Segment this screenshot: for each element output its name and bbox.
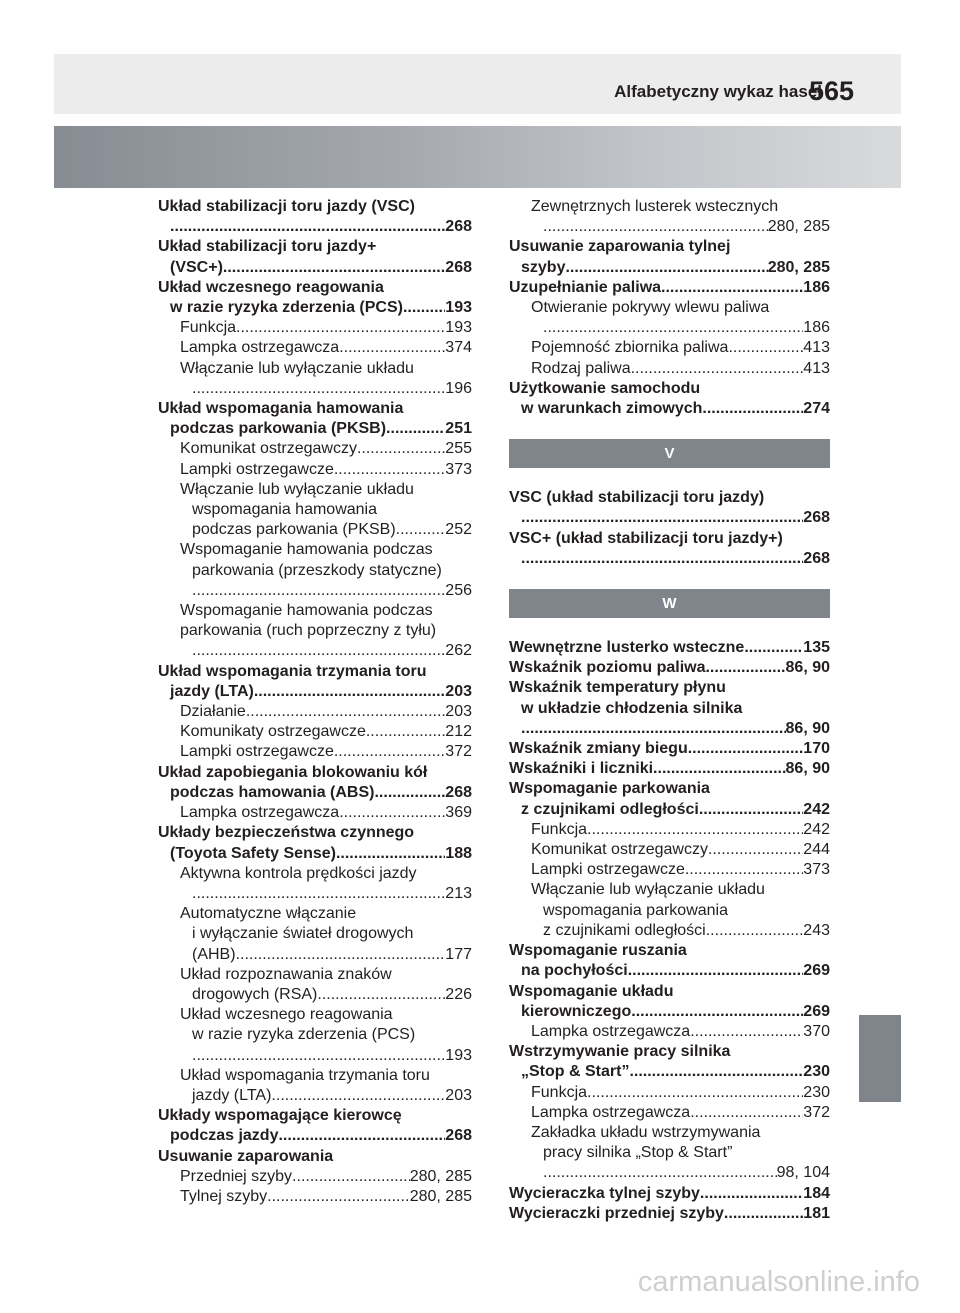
index-entry	[509, 719, 830, 739]
page-reference: 86, 90	[785, 719, 830, 737]
index-subentry	[158, 641, 472, 661]
page-reference: 98, 104	[776, 1164, 830, 1182]
page-reference: 184	[803, 1184, 830, 1202]
index-entry: Wskaźnik temperatury płynu	[509, 679, 726, 697]
index-subentry	[158, 702, 472, 722]
page-reference: 203	[445, 703, 472, 721]
index-subentry: Włączanie lub wyłączanie układu	[180, 480, 414, 498]
index-entry: w układzie chłodzenia silnika	[521, 699, 743, 717]
page-reference: 274	[803, 400, 830, 418]
page-reference: 373	[803, 861, 830, 879]
index-subentry	[158, 439, 472, 459]
index-subentry: Otwieranie pokrywy wlewu paliwa	[531, 299, 770, 317]
index-entry: Układ stabilizacji toru jazdy (VSC)	[158, 198, 415, 215]
entry-text: Lampka ostrzegawcza	[531, 1022, 691, 1040]
dot-leader	[543, 1163, 777, 1183]
dot-leader	[628, 961, 804, 981]
index-subentry	[158, 460, 472, 480]
dot-leader	[705, 658, 785, 678]
dot-leader	[192, 379, 445, 399]
index-entry: Układy bezpieczeństwa czynnego	[158, 824, 415, 842]
dot-leader	[236, 945, 446, 965]
page-reference: 213	[445, 884, 472, 902]
entry-text: podczas hamowania (ABS)	[170, 783, 375, 801]
dot-leader	[631, 1002, 803, 1022]
index-subentry	[158, 945, 472, 965]
page-reference: 242	[803, 820, 830, 838]
index-entry	[158, 419, 472, 439]
dot-leader	[246, 702, 445, 722]
dot-leader	[374, 783, 445, 803]
index-subentry: Zewnętrznych lusterek wstecznych	[531, 198, 779, 215]
index-subentry: Wspomaganie hamowania podczas	[180, 541, 433, 559]
index-entry	[509, 399, 830, 419]
index-column-right	[509, 197, 830, 1224]
dot-leader	[700, 1184, 803, 1204]
index-entry	[158, 258, 472, 278]
dot-leader	[267, 1187, 410, 1207]
index-entry	[509, 1062, 830, 1082]
entry-text: Wskaźniki i liczniki	[509, 760, 654, 778]
index-entry	[509, 508, 830, 528]
index-entry	[509, 739, 830, 759]
page-number: 565	[808, 76, 854, 106]
page-reference: 212	[445, 723, 472, 741]
index-subentry	[509, 318, 830, 338]
dot-leader	[192, 641, 445, 661]
dot-leader	[653, 759, 785, 779]
entry-text: Funkcja	[531, 1083, 588, 1101]
index-subentry	[158, 803, 472, 823]
page-reference: 193	[445, 299, 472, 317]
page-reference: 177	[445, 945, 472, 963]
index-entry: Układ stabilizacji toru jazdy+	[158, 238, 377, 256]
index-subentry	[158, 318, 472, 338]
page-reference: 170	[803, 740, 830, 758]
entry-text: w razie ryzyka zderzenia (PCS)	[170, 299, 403, 317]
page-reference: 243	[803, 921, 830, 939]
index-entry	[509, 1002, 830, 1022]
page-reference: 372	[445, 743, 472, 761]
dot-leader	[706, 921, 804, 941]
index-entry: Układ wspomagania hamowania	[158, 400, 404, 418]
dot-leader	[223, 258, 445, 278]
page-reference: 280, 285	[767, 258, 830, 276]
page-reference: 373	[445, 460, 472, 478]
entry-text: Lampki ostrzegawcze	[531, 861, 685, 879]
index-subentry	[158, 884, 472, 904]
index-entry: Układ zapobiegania blokowaniu kół	[158, 763, 428, 781]
dot-leader	[357, 439, 445, 459]
dot-leader	[690, 1022, 803, 1042]
index-entry	[158, 783, 472, 803]
dot-leader	[543, 217, 768, 237]
page-reference: 135	[803, 639, 830, 657]
index-subentry	[509, 359, 830, 379]
page-reference: 193	[445, 319, 472, 337]
index-entry: VSC+ (układ stabilizacji toru jazdy+)	[509, 529, 783, 547]
index-subentry	[158, 985, 472, 1005]
dot-leader	[396, 520, 446, 540]
page-reference: 280, 285	[409, 1167, 472, 1185]
index-subentry: Układ wczesnego reagowania	[180, 1006, 393, 1024]
index-subentry	[509, 1022, 830, 1042]
dot-leader	[724, 1204, 803, 1224]
index-subentry	[509, 338, 830, 358]
entry-text: Wskaźnik zmiany biegu	[509, 740, 688, 758]
index-entry	[509, 549, 830, 569]
dot-leader	[521, 549, 803, 569]
page-reference: 372	[803, 1103, 830, 1121]
page-reference: 280, 285	[409, 1187, 472, 1205]
page-reference: 262	[445, 642, 472, 660]
entry-text: Uzupełnianie paliwa	[509, 278, 662, 296]
dot-leader	[685, 860, 803, 880]
index-subentry: Układ rozpoznawania znaków	[180, 965, 392, 983]
section-letter-header: V	[509, 439, 830, 468]
entry-text: Przedniej szyby	[180, 1167, 293, 1185]
entry-text: (AHB)	[192, 945, 236, 963]
dot-leader	[386, 419, 445, 439]
page-reference: 268	[445, 258, 472, 276]
dot-leader	[587, 1083, 803, 1103]
page-reference: 268	[803, 549, 830, 567]
index-column-left	[158, 197, 472, 1207]
entry-text: Lampka ostrzegawcza	[180, 339, 340, 357]
entry-text: drogowych (RSA)	[192, 985, 318, 1003]
page-reference: 242	[803, 800, 830, 818]
entry-text: Wewnętrzne lusterko wsteczne	[509, 639, 745, 657]
index-subentry: Wspomaganie hamowania podczas	[180, 602, 433, 620]
index-entry	[509, 258, 830, 278]
index-entry	[158, 217, 472, 237]
dot-leader	[192, 1046, 445, 1066]
page-reference: 230	[803, 1063, 830, 1081]
index-subentry	[158, 1167, 472, 1187]
index-subentry: parkowania (przeszkody statyczne)	[192, 561, 442, 579]
entry-text: podczas jazdy	[170, 1127, 279, 1145]
index-entry: Użytkowanie samochodu	[509, 379, 701, 397]
header-banner	[54, 126, 901, 188]
entry-text: Wskaźnik poziomu paliwa	[509, 659, 706, 677]
dot-leader	[702, 399, 803, 419]
page-reference: 370	[803, 1022, 830, 1040]
index-subentry: Układ wspomagania trzymania toru	[180, 1066, 430, 1084]
index-entry	[509, 278, 830, 298]
index-entry	[509, 638, 830, 658]
dot-leader	[192, 884, 445, 904]
watermark: carmanualsonline.info	[637, 1266, 920, 1298]
index-entry: Wspomaganie układu	[509, 982, 674, 1000]
dot-leader	[366, 722, 445, 742]
entry-text: Komunikat ostrzegawczy	[531, 841, 708, 859]
entry-text: w warunkach zimowych	[521, 400, 703, 418]
index-entry	[509, 961, 830, 981]
dot-leader	[254, 682, 445, 702]
index-subentry	[158, 520, 472, 540]
entry-text: Komunikat ostrzegawczy	[180, 440, 357, 458]
index-subentry: Aktywna kontrola prędkości jazdy	[180, 864, 417, 882]
index-subentry: parkowania (ruch poprzeczny z tyłu)	[180, 622, 437, 640]
page-reference: 369	[445, 804, 472, 822]
page-reference: 268	[803, 509, 830, 527]
entry-text: podczas parkowania (PKSB)	[170, 420, 387, 438]
dot-leader	[292, 1167, 410, 1187]
index-entry: Wspomaganie ruszania	[509, 942, 687, 960]
dot-leader	[336, 844, 445, 864]
entry-text: Wycieraczka tylnej szyby	[509, 1184, 700, 1202]
page-reference: 193	[445, 1046, 472, 1064]
entry-text: „Stop & Start”	[521, 1063, 630, 1081]
page-reference: 268	[445, 1127, 472, 1145]
dot-leader	[334, 742, 445, 762]
index-entry: Układ wczesnego reagowania	[158, 278, 384, 296]
index-subentry: wspomagania parkowania	[543, 901, 728, 919]
dot-leader	[728, 338, 803, 358]
entry-text: Tylnej szyby	[180, 1187, 268, 1205]
dot-leader	[317, 985, 445, 1005]
index-entry: VSC (układ stabilizacji toru jazdy)	[509, 489, 765, 507]
index-entry	[158, 1126, 472, 1146]
index-entry	[509, 1204, 830, 1224]
index-subentry	[509, 840, 830, 860]
dot-leader	[403, 298, 445, 318]
dot-leader	[192, 581, 445, 601]
index-entry: Wstrzymywanie pracy silnika	[509, 1043, 731, 1061]
dot-leader	[699, 800, 803, 820]
entry-text: z czujnikami odległości	[521, 800, 699, 818]
page-reference: 230	[803, 1083, 830, 1101]
index-subentry: w razie ryzyka zderzenia (PCS)	[192, 1026, 416, 1044]
entry-text: Rodzaj paliwa	[531, 359, 631, 377]
index-subentry	[158, 1046, 472, 1066]
index-entry: Usuwanie zaparowania	[158, 1147, 334, 1165]
dot-leader	[339, 338, 445, 358]
entry-text: jazdy (LTA)	[170, 682, 254, 700]
index-entry	[509, 658, 830, 678]
index-subentry: Włączanie lub wyłączanie układu	[180, 359, 414, 377]
page-reference: 86, 90	[785, 659, 830, 677]
dot-leader	[565, 258, 767, 278]
index-subentry	[158, 1086, 472, 1106]
dot-leader	[170, 217, 445, 237]
index-subentry	[158, 722, 472, 742]
index-subentry	[158, 338, 472, 358]
page-reference: 196	[445, 379, 472, 397]
index-subentry: i wyłączanie świateł drogowych	[192, 925, 414, 943]
entry-text: podczas parkowania (PKSB)	[192, 521, 396, 539]
index-subentry	[158, 742, 472, 762]
page-reference: 280, 285	[767, 218, 830, 236]
index-entry: Układy wspomagające kierowcę	[158, 1107, 402, 1125]
dot-leader	[521, 719, 786, 739]
entry-text: Lampki ostrzegawcze	[180, 743, 334, 761]
entry-text: kierowniczego	[521, 1002, 632, 1020]
index-subentry	[509, 1083, 830, 1103]
entry-text: z czujnikami odległości	[543, 921, 706, 939]
entry-text: jazdy (LTA)	[192, 1086, 272, 1104]
entry-text: Wycieraczki przedniej szyby	[509, 1204, 724, 1222]
index-subentry	[509, 1163, 830, 1183]
index-subentry	[509, 921, 830, 941]
page-reference: 256	[445, 581, 472, 599]
index-subentry: Zakładka układu wstrzymywania	[531, 1123, 761, 1141]
dot-leader	[688, 739, 804, 759]
dot-leader	[629, 1062, 803, 1082]
index-entry	[509, 759, 830, 779]
page-reference: 255	[445, 440, 472, 458]
entry-text: (Toyota Safety Sense)	[170, 844, 336, 862]
section-letter-header: W	[509, 589, 830, 618]
page-reference: 268	[445, 783, 472, 801]
dot-leader	[631, 359, 804, 379]
index-subentry: pracy silnika „Stop & Start”	[543, 1144, 733, 1162]
page-reference: 374	[445, 339, 472, 357]
page-reference: 226	[445, 985, 472, 1003]
index-subentry	[509, 217, 830, 237]
page-reference: 203	[445, 682, 472, 700]
page-reference: 251	[445, 420, 472, 438]
dot-leader	[543, 318, 803, 338]
index-subentry: Automatyczne włączanie	[180, 905, 357, 923]
index-subentry	[158, 581, 472, 601]
section-thumb-tab	[859, 1015, 901, 1102]
entry-text: Funkcja	[180, 319, 237, 337]
dot-leader	[271, 1086, 445, 1106]
dot-leader	[521, 508, 803, 528]
page-reference: 203	[445, 1086, 472, 1104]
entry-text: (VSC+)	[170, 258, 223, 276]
entry-text: Funkcja	[531, 820, 588, 838]
page-reference: 268	[445, 218, 472, 236]
page-reference: 186	[803, 278, 830, 296]
index-subentry: Włączanie lub wyłączanie układu	[531, 881, 765, 899]
dot-leader	[334, 460, 445, 480]
entry-text: Działanie	[180, 703, 246, 721]
dot-leader	[661, 278, 803, 298]
dot-leader	[708, 840, 803, 860]
index-subentry	[509, 820, 830, 840]
page-reference: 188	[445, 844, 472, 862]
page-reference: 186	[803, 319, 830, 337]
dot-leader	[236, 318, 445, 338]
index-entry: Układ wspomagania trzymania toru	[158, 662, 427, 680]
page-reference: 413	[803, 339, 830, 357]
page-reference: 269	[803, 1002, 830, 1020]
entry-text: Lampki ostrzegawcze	[180, 460, 334, 478]
dot-leader	[690, 1103, 803, 1123]
dot-leader	[587, 820, 803, 840]
index-entry: Usuwanie zaparowania tylnej	[509, 238, 731, 256]
entry-text: szyby	[521, 258, 566, 276]
index-entry	[509, 1184, 830, 1204]
index-entry	[158, 682, 472, 702]
page-reference: 252	[445, 521, 472, 539]
index-entry: Wspomaganie parkowania	[509, 780, 710, 798]
entry-text: Lampka ostrzegawcza	[180, 804, 340, 822]
index-subentry	[509, 860, 830, 880]
index-subentry	[158, 1187, 472, 1207]
entry-text: na pochyłości	[521, 962, 628, 980]
index-entry	[509, 800, 830, 820]
index-entry	[158, 298, 472, 318]
index-entry	[158, 844, 472, 864]
page-reference: 413	[803, 359, 830, 377]
index-subentry	[158, 379, 472, 399]
entry-text: Lampka ostrzegawcza	[531, 1103, 691, 1121]
entry-text: Komunikaty ostrzegawcze	[180, 723, 366, 741]
dot-leader	[744, 638, 803, 658]
page-reference: 181	[803, 1204, 830, 1222]
entry-text: Pojemność zbiornika paliwa	[531, 339, 729, 357]
dot-leader	[278, 1126, 445, 1146]
dot-leader	[339, 803, 445, 823]
page-title: Alfabetyczny wykaz haseł	[614, 82, 822, 101]
index-subentry	[509, 1103, 830, 1123]
page-reference: 269	[803, 962, 830, 980]
index-subentry: wspomagania hamowania	[192, 501, 377, 519]
page-reference: 244	[803, 841, 830, 859]
page-reference: 86, 90	[785, 760, 830, 778]
